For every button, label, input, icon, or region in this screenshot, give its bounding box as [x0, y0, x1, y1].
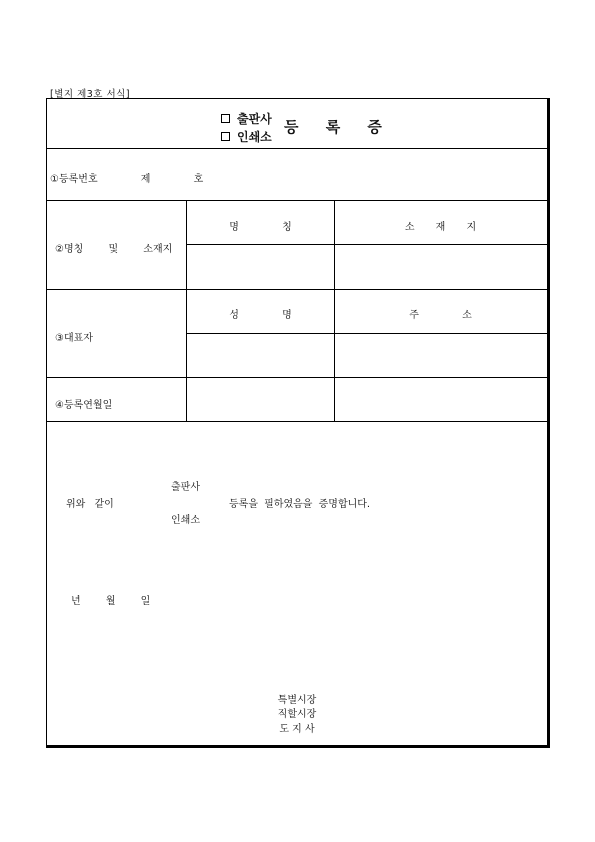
name-location-label: ②명칭 및 소재지 [55, 244, 173, 255]
person-name-column-header: 성 명 [229, 310, 292, 321]
statement-prefix: 위와 같이 [66, 499, 114, 510]
divider [47, 200, 547, 201]
divider [186, 333, 547, 334]
statement-suffix: 등록을 필하였음을 증명합니다. [229, 499, 371, 510]
representative-label: ③대표자 [55, 333, 93, 344]
certificate-title: 등 록 증 [284, 118, 382, 136]
divider [47, 421, 547, 422]
divider [186, 244, 547, 245]
statement-option-printer: 인쇄소 [171, 515, 200, 526]
issuer-line-3: 도 지 사 [279, 724, 315, 735]
checkbox-icon[interactable] [221, 114, 230, 123]
form-number-label: [별지 제3호 서식] [50, 89, 131, 100]
location-column-header: 소 재 지 [404, 222, 477, 233]
name-column-header: 명 칭 [229, 222, 292, 233]
title-option-publisher [221, 110, 272, 127]
registration-date-label: ④등록연월일 [55, 400, 113, 411]
issue-date-line: 년 월 일 [71, 596, 151, 607]
checkbox-icon[interactable] [221, 132, 230, 141]
divider [47, 148, 547, 149]
title-option-printer [221, 128, 272, 145]
title-option-printer-label: 인쇄소 [237, 130, 272, 144]
statement-option-publisher: 출판사 [171, 482, 200, 493]
address-column-header: 주 소 [409, 310, 472, 321]
title-option-publisher-label: 출판사 [237, 112, 272, 126]
issuer-line-2: 직할시장 [277, 709, 317, 720]
certificate-frame [46, 98, 550, 748]
registration-number-label: ①등록번호 제 호 [50, 174, 204, 185]
issuer-line-1: 특별시장 [277, 695, 317, 706]
divider [47, 289, 547, 290]
divider [47, 377, 547, 378]
